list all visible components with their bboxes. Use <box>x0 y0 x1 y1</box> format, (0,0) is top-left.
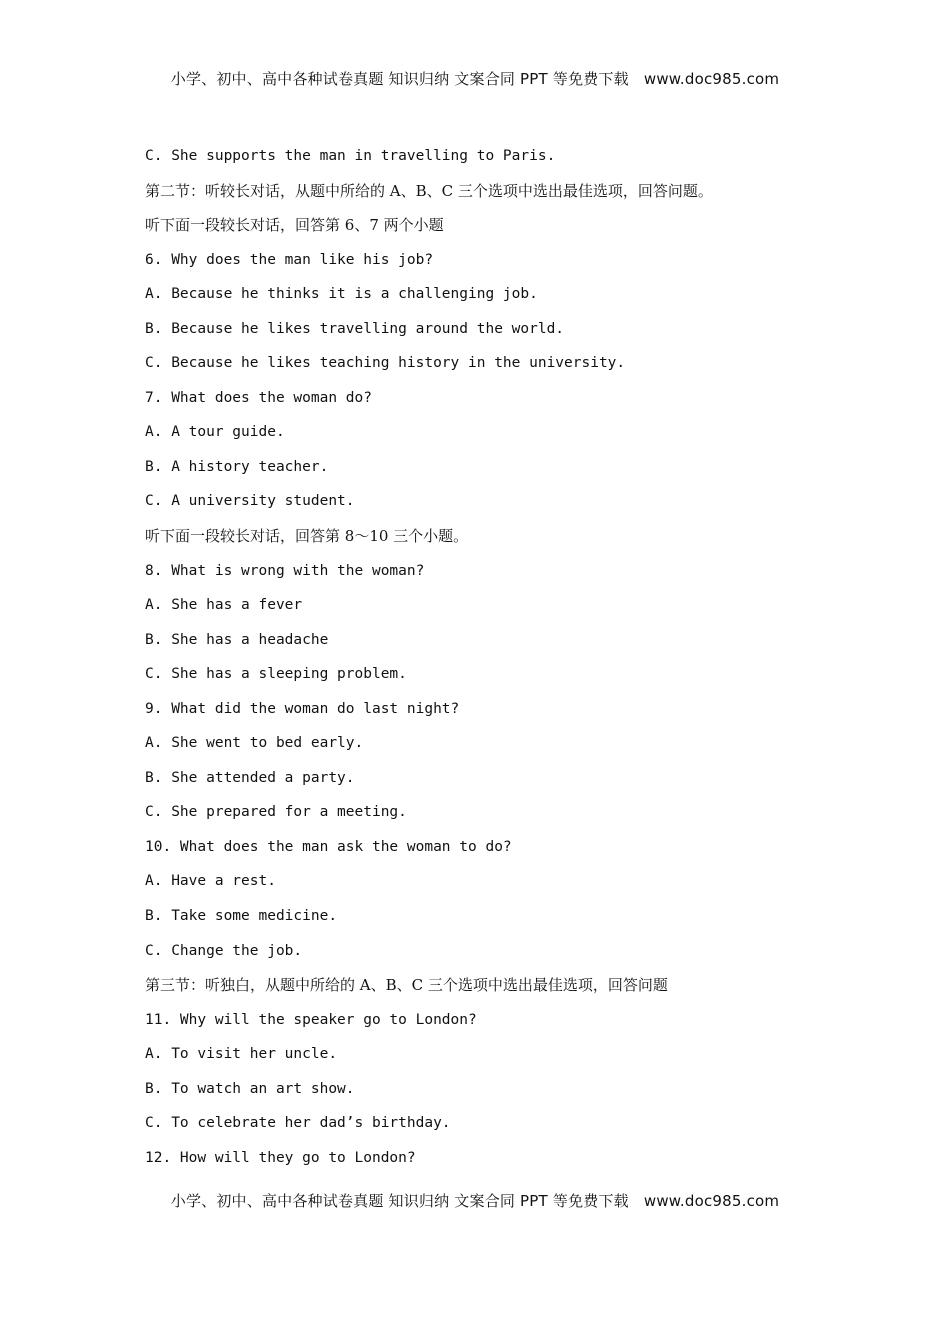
question-line: 9. What did the woman do last night? <box>145 700 460 717</box>
option-line: C. She has a sleeping problem. <box>145 666 407 683</box>
footer-text: 小学、初中、高中各种试卷真题 知识归纳 文案合同 PPT 等免费下载 <box>170 1192 629 1210</box>
option-line: C. A university student. <box>145 493 355 510</box>
question-line: 10. What does the man ask the woman to do? <box>145 838 512 855</box>
option-line: B. Take some medicine. <box>145 908 338 925</box>
option-line: C. To celebrate her dad’s birthday. <box>145 1115 451 1132</box>
page-header <box>0 68 950 89</box>
question-line: 8. What is wrong with the woman? <box>145 562 425 579</box>
question-line: 7. What does the woman do? <box>145 389 372 406</box>
section-heading: 第二节：听较长对话，从题中所给的 A、B、C 三个选项中选出最佳选项，回答问题。 <box>145 181 713 200</box>
header-url: www.doc985.com <box>643 70 780 88</box>
instruction-line: 听下面一段较长对话，回答第 8～10 三个小题。 <box>145 527 469 546</box>
option-line: A. She has a fever <box>145 597 303 614</box>
option-line: C. She prepared for a meeting. <box>145 804 407 821</box>
page-footer <box>0 1190 950 1211</box>
option-line: B. She has a headache <box>145 631 329 648</box>
header-text: 小学、初中、高中各种试卷真题 知识归纳 文案合同 PPT 等免费下载 <box>170 70 629 88</box>
footer-url: www.doc985.com <box>643 1192 780 1210</box>
option-line: B. To watch an art show. <box>145 1080 355 1097</box>
option-line: A. Because he thinks it is a challenging job. <box>145 286 538 303</box>
exam-content <box>145 145 865 1181</box>
option-line: B. A history teacher. <box>145 458 329 475</box>
option-line: C. Change the job. <box>145 942 303 959</box>
option-line: B. Because he likes travelling around the world. <box>145 320 565 337</box>
option-line: A. Have a rest. <box>145 873 276 890</box>
option-line: A. She went to bed early. <box>145 735 364 752</box>
section-heading: 第三节：听独白，从题中所给的 A、B、C 三个选项中选出最佳选项，回答问题 <box>145 976 668 995</box>
option-line: B. She attended a party. <box>145 769 355 786</box>
question-line: 11. Why will the speaker go to London? <box>145 1011 477 1028</box>
option-line: C. Because he likes teaching history in the university. <box>145 355 626 372</box>
option-line: A. To visit her uncle. <box>145 1046 338 1063</box>
question-line: 6. Why does the man like his job? <box>145 251 434 268</box>
option-line: A. A tour guide. <box>145 424 285 441</box>
option-line: C. She supports the man in travelling to Paris. <box>145 148 556 164</box>
instruction-line: 听下面一段较长对话，回答第 6、7 两个小题 <box>145 216 444 235</box>
question-line: 12. How will they go to London? <box>145 1149 416 1166</box>
